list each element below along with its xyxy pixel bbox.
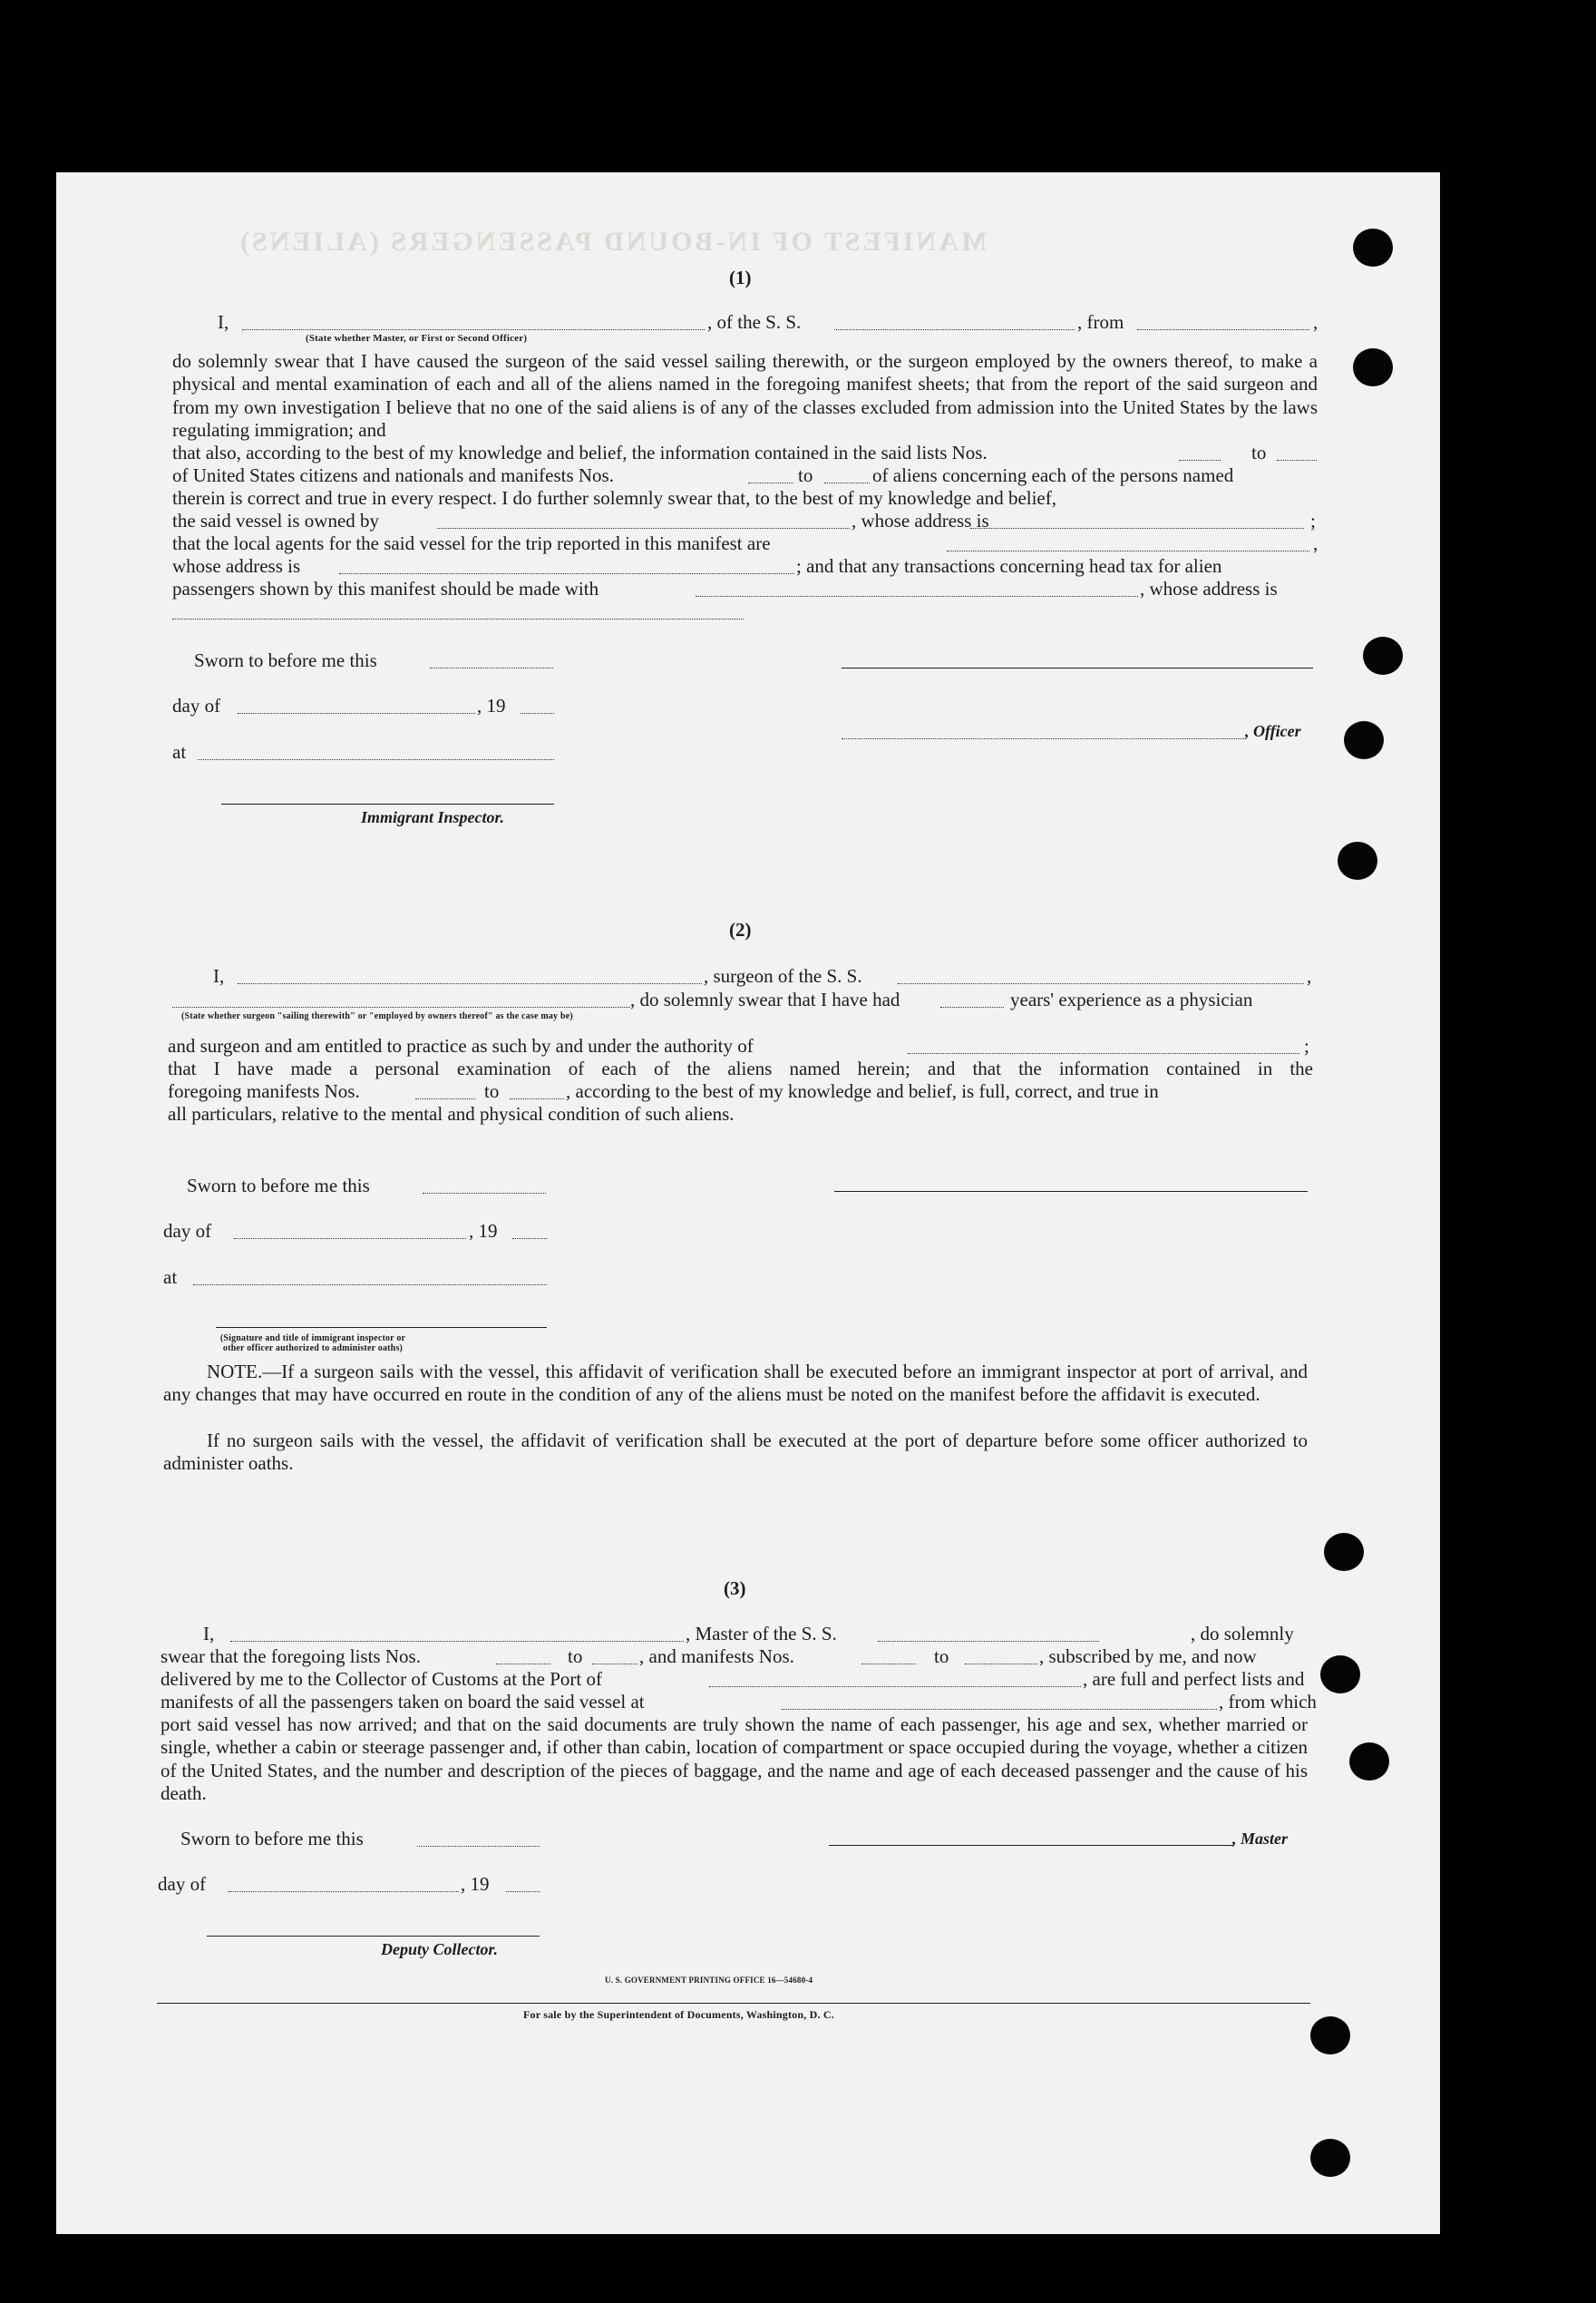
s3-collector-title: Deputy Collector. — [381, 1940, 498, 1958]
s2-comma: , — [1307, 965, 1312, 987]
s2-experience-line: years' experience as a physician — [1010, 989, 1253, 1010]
sale-imprint: For sale by the Superintendent of Documents, Washington, D. C. — [523, 2008, 834, 2021]
s2-authority-line: and surgeon and am entitled to practice as such by and under the authority of — [168, 1035, 754, 1057]
s1-from-blank — [1137, 328, 1309, 330]
s3-perfect-lists: , are full and perfect lists and — [1083, 1668, 1305, 1690]
s1-manifests-from-blank — [748, 482, 793, 483]
footer-rule — [157, 2003, 1310, 2004]
punch-hole — [1310, 2139, 1350, 2177]
s1-officer-signature-blank — [842, 737, 1246, 739]
punch-hole — [1310, 2016, 1350, 2054]
s3-from-which: , from which — [1219, 1691, 1317, 1713]
s3-lists-to: to — [568, 1645, 583, 1667]
s2-manifests-to-blank — [510, 1098, 564, 1099]
s1-correct-line: therein is correct and true in every respect. I do further solemnly swear that, to the best of my knowledge and belief, — [172, 487, 1056, 509]
punch-hole — [1353, 348, 1393, 386]
s2-years-blank — [940, 1006, 1004, 1008]
s2-year-blank — [512, 1237, 547, 1239]
s1-at-label: at — [172, 741, 187, 763]
s3-master-blank — [230, 1640, 684, 1642]
s1-from-label: , from — [1077, 311, 1124, 333]
s1-owned-line: the said vessel is owned by — [172, 510, 380, 532]
punch-hole — [1363, 637, 1403, 675]
s1-passengers-address: , whose address is — [1140, 578, 1278, 600]
punch-hole — [1320, 1655, 1360, 1693]
s1-at-blank — [198, 758, 554, 760]
s2-year-label: , 19 — [469, 1220, 498, 1242]
s1-agents-blank — [947, 550, 1309, 551]
section-1-number: (1) — [729, 267, 752, 288]
s1-comma-2: , — [1313, 532, 1319, 554]
s2-surgeon-blank — [238, 982, 702, 984]
s2-swear-line: , do solemnly swear that I have had — [630, 989, 900, 1010]
s3-paragraph: port said vessel has now arrived; and that on the said documents are truly shown the name of each passenger, his age and sex, whether married or single, whether a cabin or steerage passenger and, if other than cabin, location of compartment or space occupied during the voyage, whether a citizen of the United States, and the number and description of the pieces of baggage, and the name and age of each deceased passenger and the cause of his death. — [161, 1713, 1308, 1804]
s1-agents-line: that the local agents for the said vessel for the trip reported in this manifest are — [172, 532, 771, 554]
s2-sworn-blank — [423, 1192, 546, 1194]
s1-semicolon: ; — [1310, 510, 1316, 532]
s1-year-blank — [521, 712, 554, 714]
s2-signature-line — [834, 1191, 1308, 1192]
s2-day-blank — [234, 1237, 466, 1239]
s2-signature-line-inspector — [216, 1327, 547, 1328]
s2-note-text-1: NOTE.—If a surgeon sails with the vessel, this affidavit of verification shall be executed before an immigrant inspector at port of arrival, and any changes that may have occurred en route in the condition of any of the aliens must be noted on the manifest before the affidavit is executed. — [163, 1361, 1308, 1406]
punch-hole — [1349, 1742, 1389, 1781]
s1-lists-to: to — [1251, 442, 1267, 464]
s1-officer-title: , Officer — [1245, 722, 1301, 740]
s2-examination-line: that I have made a personal examination of each of the aliens named herein; and that the information contained in the — [168, 1058, 1313, 1079]
s3-manifests-label: , and manifests Nos. — [639, 1645, 794, 1667]
s1-owner-address-blank — [970, 527, 1304, 529]
s1-sworn-label: Sworn to before me this — [194, 649, 377, 671]
s3-lists-line: swear that the foregoing lists Nos. — [161, 1645, 421, 1667]
s1-year-label: , 19 — [477, 695, 506, 717]
s3-port-blank — [709, 1685, 1081, 1687]
s2-particulars-line: all particulars, relative to the mental and physical condition of such aliens. — [168, 1103, 735, 1125]
s2-authority-blank — [908, 1052, 1299, 1054]
s2-signature-note: (Signature and title of immigrant inspector or other officer authorized to administer oaths) — [219, 1333, 406, 1353]
punch-hole — [1324, 1533, 1364, 1571]
s2-manifests-from-blank — [415, 1098, 475, 1099]
s2-surgeon-of-ss: , surgeon of the S. S. — [704, 965, 862, 987]
s1-inspector-title: Immigrant Inspector. — [361, 808, 505, 826]
s3-collector-signature-line — [207, 1936, 540, 1937]
s1-paragraph: do solemnly swear that I have caused the surgeon of the said vessel sailing therewith, or the surgeon employed by the owners thereof, to make a physical and mental examination of each and all of the aliens named in the foregoing manifest sheets; that from the report of the said surgeon and from my own investigation I believe that no one of the said aliens is of any of the classes excluded from admission into the United States by the laws regulating immigration; and — [172, 350, 1318, 441]
s1-citizens-line: of United States citizens and nationals and manifests Nos. — [172, 464, 614, 486]
s3-day-label: day of — [158, 1873, 207, 1895]
s1-officer-note: (State whether Master, or First or Second Officer) — [306, 333, 528, 344]
form-sheet — [56, 172, 1440, 2234]
s1-lists-to-blank — [1277, 459, 1317, 461]
s1-vessel-blank — [834, 328, 1075, 330]
s1-comma: , — [1313, 311, 1319, 333]
s1-i-label: I, — [218, 311, 229, 333]
s1-headtax-line: ; and that any transactions concerning head tax for alien — [796, 555, 1222, 577]
s3-i-label: I, — [203, 1623, 215, 1644]
section-3-number: (3) — [724, 1577, 746, 1599]
s3-vessel-blank — [878, 1640, 1099, 1642]
s3-lists-to-blank — [592, 1663, 637, 1664]
s1-owner-blank — [437, 527, 850, 529]
section-2-number: (2) — [729, 919, 752, 941]
s1-lists-line: that also, according to the best of my knowledge and belief, the information contained in the said lists Nos. — [172, 442, 988, 464]
s3-port-line: delivered by me to the Collector of Customs at the Port of — [161, 1668, 602, 1690]
s3-year-label: , 19 — [461, 1873, 490, 1895]
punch-hole — [1353, 229, 1393, 267]
s3-subscribed: , subscribed by me, and now — [1039, 1645, 1257, 1667]
s2-i-label: I, — [213, 965, 225, 987]
s2-note-paragraph-2: If no surgeon sails with the vessel, the affidavit of verification shall be executed at the port of departure before some officer authorized to administer oaths. — [163, 1430, 1308, 1475]
s1-passengers-line: passengers shown by this manifest should be made with — [172, 578, 599, 600]
s2-semicolon: ; — [1304, 1035, 1309, 1057]
s1-headtax-blank — [696, 595, 1138, 597]
s3-lists-from-blank — [496, 1663, 550, 1664]
s1-lists-from-blank — [1179, 459, 1221, 461]
s1-officer-blank — [242, 328, 705, 330]
s2-capacity-note: (State whether surgeon "sailing therewith" or "employed by owners thereof" as the case may be) — [181, 1011, 573, 1021]
s1-sworn-blank — [430, 667, 553, 668]
s3-sworn-label: Sworn to before me this — [180, 1828, 364, 1849]
s2-note-paragraph-1 — [163, 1361, 1308, 1407]
s2-sworn-label: Sworn to before me this — [187, 1175, 370, 1196]
s2-manifests-to: to — [484, 1080, 500, 1102]
punch-hole — [1338, 842, 1377, 880]
s3-boarded-blank — [782, 1708, 1217, 1710]
s3-sworn-blank — [417, 1845, 540, 1847]
s2-capacity-blank — [172, 1006, 630, 1008]
s3-master-of-ss: , Master of the S. S. — [686, 1623, 837, 1644]
s1-owned-address: , whose address is — [852, 510, 989, 532]
s3-manifests-to-blank — [965, 1663, 1037, 1664]
s1-manifests-to-blank — [824, 482, 870, 483]
s3-master-signature-line — [829, 1845, 1233, 1846]
s1-day-label: day of — [172, 695, 221, 717]
s1-agents-address-blank — [339, 572, 794, 574]
s2-day-label: day of — [163, 1220, 212, 1242]
punch-hole — [1344, 721, 1384, 759]
s2-at-label: at — [163, 1266, 178, 1288]
bleed-through-heading: MANIFEST OF IN-BOUND PASSENGERS (ALIENS) — [238, 227, 988, 257]
s2-manifests-line: foregoing manifests Nos. — [168, 1080, 360, 1102]
s3-day-blank — [229, 1890, 459, 1892]
s1-of-ss-label: , of the S. S. — [707, 311, 802, 333]
s1-day-blank — [238, 712, 475, 714]
s1-citizens-line-end: of aliens concerning each of the persons named — [872, 464, 1234, 486]
s3-manifests-from-blank — [861, 1663, 916, 1664]
s1-manifests-to: to — [798, 464, 813, 486]
s3-manifests-to: to — [934, 1645, 949, 1667]
s1-headtax-address-blank — [172, 618, 744, 620]
s2-at-blank — [193, 1283, 547, 1285]
s1-inspector-signature-line — [221, 804, 554, 805]
s2-knowledge-line: , according to the best of my knowledge and belief, is full, correct, and true in — [566, 1080, 1159, 1102]
gpo-imprint: U. S. GOVERNMENT PRINTING OFFICE 16—54680-4 — [605, 1976, 813, 1985]
s1-whose-line: whose address is — [172, 555, 301, 577]
s2-vessel-blank — [898, 982, 1304, 984]
s3-boarded-line: manifests of all the passengers taken on board the said vessel at — [161, 1691, 645, 1713]
s3-master-title: , Master — [1232, 1830, 1289, 1848]
s3-solemnly: , do solemnly — [1191, 1623, 1294, 1644]
s3-year-blank — [506, 1890, 540, 1892]
